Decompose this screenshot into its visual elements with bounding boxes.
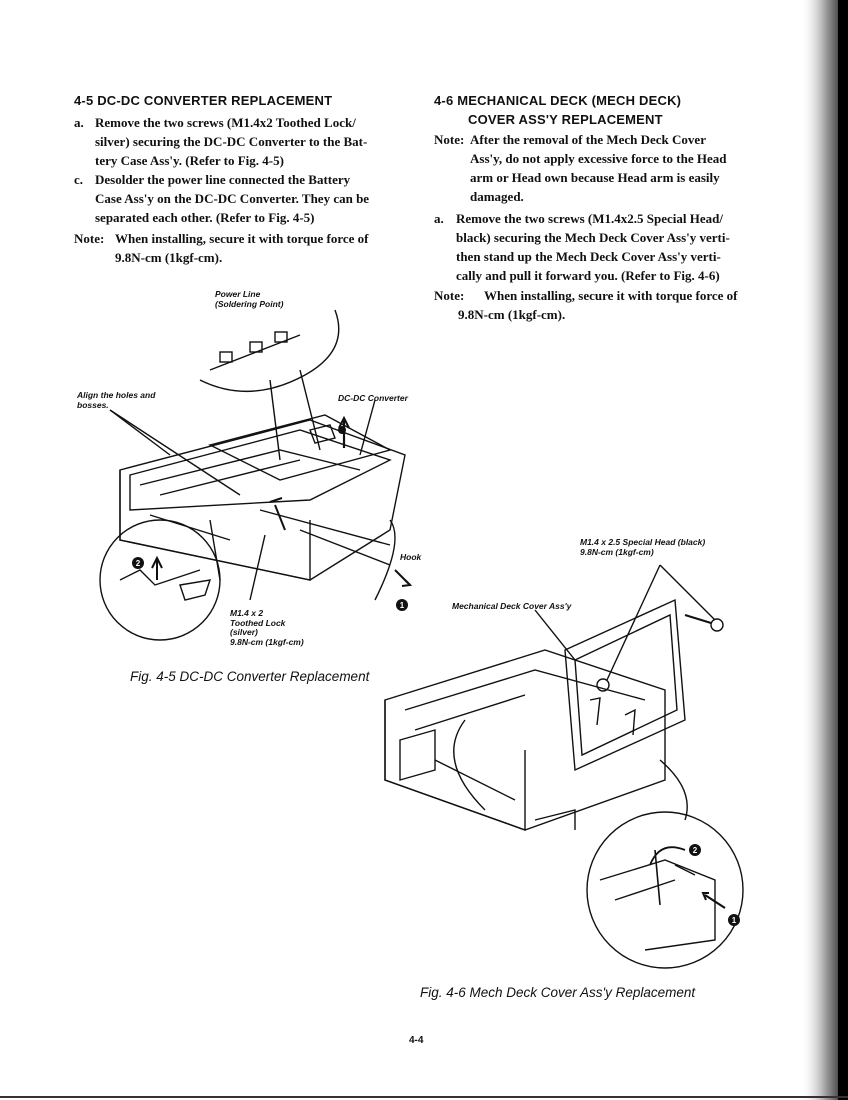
text-line: damaged. [470,189,524,204]
text-line: Case Ass'y on the DC-DC Converter. They can be [95,191,370,206]
label-dcdc-converter: DC-DC Converter [338,393,408,403]
fig-4-6-illustration [375,560,765,970]
section-4-5-note-marker: Note: [74,231,105,246]
label-text: 9.8N-cm (1kgf-cm) [580,546,654,557]
label-power-line [215,290,283,309]
text-line: silver) securing the DC-DC Converter to the Bat- [95,134,368,149]
label-screw-m14x25 [580,538,705,557]
section-4-6-step-a [456,209,756,285]
text-line: Ass'y, do not apply excessive force to the Head [470,151,727,166]
label-mech-deck-cover: Mechanical Deck Cover Ass'y [452,601,572,611]
section-4-5-step-a [95,113,395,170]
text-line: After the removal of the Mech Deck Cover [470,132,706,147]
scan-bottom-line [0,1096,848,1098]
label-text: Power Line [215,289,261,299]
fig-4-5-caption: Fig. 4-5 DC-DC Converter Replacement [130,669,370,684]
text-line: black) securing the Mech Deck Cover Ass'y verti- [456,230,730,245]
marker-1-text: 1 [731,916,737,925]
text-line: separated each other. (Refer to Fig. 4-5) [95,210,315,225]
section-4-6-note2 [484,286,754,305]
marker-dot-small [338,426,346,434]
label-text: Toothed Lock [230,617,286,628]
label-hook: Hook [400,552,422,562]
section-4-6-note1 [470,130,750,206]
text-line: Remove the two screws (M1.4x2.5 Special Head/ [456,211,723,226]
label-text: bosses. [77,399,109,410]
label-text: Align the holes and [77,390,156,400]
section-4-5-note [115,229,395,267]
magnifier-outline [200,310,339,391]
text-line: arm or Head own because Head arm is easily [470,170,720,185]
label-text: (Soldering Point) [215,298,284,309]
text-line: 9.8N-cm (1kgf-cm). [115,250,223,265]
section-4-6-note2-marker: Note: [434,288,465,303]
page-number: 4-4 [409,1035,424,1046]
section-4-6-heading-line2: COVER ASS'Y REPLACEMENT [468,112,663,127]
label-text: 9.8N-cm (1kgf-cm) [230,636,304,647]
section-4-5-step-c-marker: c. [74,172,84,187]
label-text: (silver) [230,627,258,637]
section-4-6-step-a-marker: a. [434,211,444,226]
section-4-5-heading: 4-5 DC-DC CONVERTER REPLACEMENT [74,93,333,108]
section-4-5-step-c [95,170,395,227]
fig-4-6-caption: Fig. 4-6 Mech Deck Cover Ass'y Replacement [420,985,696,1000]
section-4-6-heading-line1: 4-6 MECHANICAL DECK (MECH DECK) [434,93,682,108]
text-line: Remove the two screws (M1.4x2 Toothed Lock/ [95,115,356,130]
text-line: then stand up the Mech Deck Cover Ass'y verti- [456,249,721,264]
marker-2-text: 2 [692,846,698,855]
marker-2-text: 2 [135,559,141,568]
section-4-5-step-a-marker: a. [74,115,84,130]
scan-edge-shadow [800,0,848,1100]
label-screw-m14x2 [230,609,304,647]
label-text: M1.4 x 2.5 Special Head (black) [580,537,706,547]
label-text: M1.4 x 2 [230,608,264,618]
label-align-holes [77,391,155,410]
section-4-6-note1-marker: Note: [434,132,465,147]
section-4-6-note2-line2: 9.8N-cm (1kgf-cm). [458,307,566,322]
text-line: cally and pull it forward you. (Refer to Fig. 4-6) [456,268,720,283]
text-line: tery Case Ass'y. (Refer to Fig. 4-5) [95,153,284,168]
text-line: When installing, secure it with torque force of [484,288,738,303]
text-line: Desolder the power line connected the Battery [95,172,351,187]
marker-1-text: 1 [399,601,405,610]
text-line: When installing, secure it with torque force of [115,231,369,246]
